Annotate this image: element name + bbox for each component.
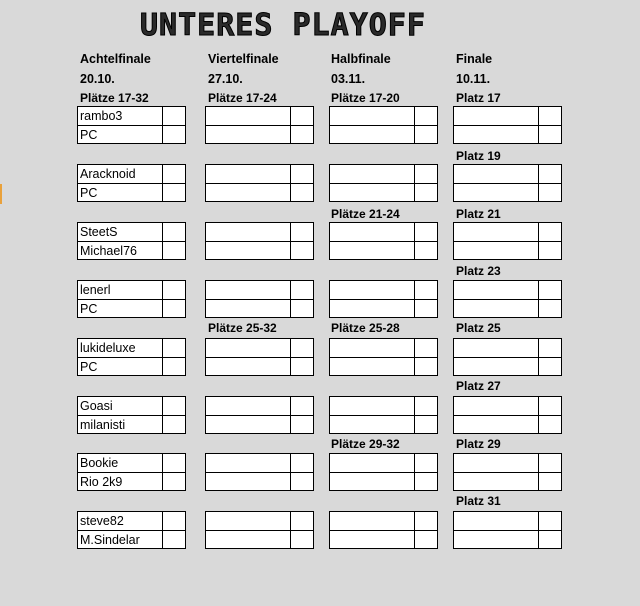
- score-cell[interactable]: [163, 339, 185, 357]
- score-cell[interactable]: [291, 300, 313, 318]
- match-box: [329, 511, 438, 549]
- score-cell[interactable]: [163, 242, 185, 260]
- player-cell[interactable]: [206, 242, 290, 260]
- score-cell[interactable]: [415, 512, 437, 530]
- col4-label-platz-27: Platz 27: [456, 379, 501, 393]
- score-cell[interactable]: [163, 107, 185, 125]
- score-cell[interactable]: [415, 281, 437, 299]
- player-cell[interactable]: [454, 184, 538, 202]
- score-cell[interactable]: [291, 184, 313, 202]
- match-box: [77, 106, 186, 144]
- match-box: [205, 511, 314, 549]
- match-box: [453, 396, 562, 434]
- match-box: [329, 106, 438, 144]
- player-cell[interactable]: [206, 397, 290, 415]
- player-cell[interactable]: Rio 2k9: [80, 475, 123, 489]
- score-cell[interactable]: [415, 473, 437, 491]
- player-cell[interactable]: Bookie: [80, 456, 119, 470]
- score-cell[interactable]: [163, 281, 185, 299]
- score-cell[interactable]: [291, 223, 313, 241]
- player-cell[interactable]: [454, 126, 538, 144]
- col4-label-platz-29: Platz 29: [456, 437, 501, 451]
- match-box: [205, 222, 314, 260]
- match-box: [205, 338, 314, 376]
- round-date-halbfinale: 03.11.: [331, 72, 366, 86]
- score-cell[interactable]: [415, 223, 437, 241]
- score-cell[interactable]: [163, 531, 185, 549]
- player-cell[interactable]: [454, 242, 538, 260]
- page-title: UNTERES PLAYOFF: [140, 8, 426, 43]
- score-cell[interactable]: [291, 107, 313, 125]
- player-cell[interactable]: [330, 339, 414, 357]
- score-cell[interactable]: [539, 184, 561, 202]
- match-box: [77, 396, 186, 434]
- score-cell[interactable]: [163, 223, 185, 241]
- match-box: [77, 280, 186, 318]
- col3-label-17-20: Plätze 17-20: [331, 91, 400, 105]
- score-cell[interactable]: [539, 339, 561, 357]
- player-cell[interactable]: rambo3: [80, 109, 123, 123]
- player-cell[interactable]: [454, 531, 538, 549]
- player-cell[interactable]: [206, 512, 290, 530]
- player-cell[interactable]: [330, 473, 414, 491]
- player-cell[interactable]: [454, 107, 538, 125]
- player-cell[interactable]: PC: [80, 128, 98, 142]
- match-box: [453, 222, 562, 260]
- player-cell[interactable]: [206, 339, 290, 357]
- player-cell[interactable]: [206, 300, 290, 318]
- match-box: [329, 396, 438, 434]
- player-cell[interactable]: [330, 454, 414, 472]
- edge-marker: [0, 184, 2, 204]
- score-cell[interactable]: [291, 512, 313, 530]
- score-cell[interactable]: [539, 454, 561, 472]
- player-cell[interactable]: [206, 531, 290, 549]
- player-cell[interactable]: Aracknoid: [80, 167, 136, 181]
- col3-label-29-32: Plätze 29-32: [331, 437, 400, 451]
- match-box: [205, 453, 314, 491]
- player-cell[interactable]: Michael76: [80, 244, 137, 258]
- score-cell[interactable]: [291, 531, 313, 549]
- col3-label-25-28: Plätze 25-28: [331, 321, 400, 335]
- score-cell[interactable]: [163, 473, 185, 491]
- score-cell[interactable]: [539, 397, 561, 415]
- match-box: [329, 222, 438, 260]
- match-box: [77, 222, 186, 260]
- player-cell[interactable]: [206, 107, 290, 125]
- match-box: [205, 280, 314, 318]
- match-box: [205, 396, 314, 434]
- score-cell[interactable]: [539, 531, 561, 549]
- score-cell[interactable]: [539, 223, 561, 241]
- col4-label-platz-23: Platz 23: [456, 264, 501, 278]
- match-box: [453, 164, 562, 202]
- player-cell[interactable]: lenerl: [80, 283, 111, 297]
- score-cell[interactable]: [163, 358, 185, 376]
- score-cell[interactable]: [163, 184, 185, 202]
- score-cell[interactable]: [415, 300, 437, 318]
- match-box: [453, 338, 562, 376]
- score-cell[interactable]: [539, 416, 561, 434]
- player-cell[interactable]: [206, 358, 290, 376]
- score-cell[interactable]: [539, 281, 561, 299]
- player-cell[interactable]: [454, 339, 538, 357]
- player-cell[interactable]: [330, 512, 414, 530]
- score-cell[interactable]: [415, 416, 437, 434]
- player-cell[interactable]: [454, 473, 538, 491]
- player-cell[interactable]: [454, 300, 538, 318]
- player-cell[interactable]: PC: [80, 302, 98, 316]
- match-box: [77, 453, 186, 491]
- score-cell[interactable]: [415, 184, 437, 202]
- player-cell[interactable]: [454, 512, 538, 530]
- score-cell[interactable]: [415, 165, 437, 183]
- player-cell[interactable]: [330, 416, 414, 434]
- score-cell[interactable]: [291, 165, 313, 183]
- col4-label-platz-25: Platz 25: [456, 321, 501, 335]
- match-box: [205, 164, 314, 202]
- player-cell[interactable]: steve82: [80, 514, 124, 528]
- player-cell[interactable]: [206, 473, 290, 491]
- score-cell[interactable]: [163, 300, 185, 318]
- player-cell[interactable]: PC: [80, 186, 98, 200]
- score-cell[interactable]: [291, 339, 313, 357]
- player-cell[interactable]: [330, 184, 414, 202]
- score-cell[interactable]: [415, 531, 437, 549]
- match-box: [453, 280, 562, 318]
- match-box: [453, 106, 562, 144]
- score-cell[interactable]: [415, 358, 437, 376]
- player-cell[interactable]: [330, 223, 414, 241]
- score-cell[interactable]: [539, 358, 561, 376]
- col2-label-25-32: Plätze 25-32: [208, 321, 277, 335]
- player-cell[interactable]: [330, 107, 414, 125]
- player-cell[interactable]: [330, 397, 414, 415]
- player-cell[interactable]: [454, 165, 538, 183]
- match-box: [329, 338, 438, 376]
- player-cell[interactable]: [454, 223, 538, 241]
- score-cell[interactable]: [163, 416, 185, 434]
- player-cell[interactable]: [454, 416, 538, 434]
- round-date-achtelfinale: 20.10.: [80, 72, 115, 86]
- player-cell[interactable]: [454, 454, 538, 472]
- score-cell[interactable]: [163, 126, 185, 144]
- match-box: [453, 511, 562, 549]
- col4-label-platz-31: Platz 31: [456, 494, 501, 508]
- score-cell[interactable]: [539, 165, 561, 183]
- player-cell[interactable]: [206, 165, 290, 183]
- col3-label-21-24: Plätze 21-24: [331, 207, 400, 221]
- match-box: [453, 453, 562, 491]
- score-cell[interactable]: [415, 454, 437, 472]
- round-name-finale: Finale: [456, 52, 493, 66]
- match-box: [329, 164, 438, 202]
- match-box: [77, 164, 186, 202]
- match-box: [77, 511, 186, 549]
- player-cell[interactable]: [206, 281, 290, 299]
- player-cell[interactable]: PC: [80, 360, 98, 374]
- col4-label-platz-19: Platz 19: [456, 149, 501, 163]
- score-cell[interactable]: [539, 473, 561, 491]
- col4-label-platz-17: Platz 17: [456, 91, 501, 105]
- player-cell[interactable]: M.Sindelar: [80, 533, 140, 547]
- col4-label-platz-21: Platz 21: [456, 207, 501, 221]
- round-date-viertelfinale: 27.10.: [208, 72, 243, 86]
- score-cell[interactable]: [291, 358, 313, 376]
- player-cell[interactable]: [330, 300, 414, 318]
- score-cell[interactable]: [163, 165, 185, 183]
- score-cell[interactable]: [539, 107, 561, 125]
- score-cell[interactable]: [291, 454, 313, 472]
- score-cell[interactable]: [163, 512, 185, 530]
- player-cell[interactable]: [330, 242, 414, 260]
- score-cell[interactable]: [415, 107, 437, 125]
- player-cell[interactable]: [206, 454, 290, 472]
- match-box: [205, 106, 314, 144]
- match-box: [329, 280, 438, 318]
- player-cell[interactable]: [206, 223, 290, 241]
- score-cell[interactable]: [539, 300, 561, 318]
- score-cell[interactable]: [163, 397, 185, 415]
- player-cell[interactable]: [330, 165, 414, 183]
- score-cell[interactable]: [163, 454, 185, 472]
- round-date-finale: 10.11.: [456, 72, 491, 86]
- player-cell[interactable]: [206, 126, 290, 144]
- score-cell[interactable]: [291, 126, 313, 144]
- score-cell[interactable]: [539, 126, 561, 144]
- player-cell[interactable]: [330, 126, 414, 144]
- score-cell[interactable]: [539, 242, 561, 260]
- score-cell[interactable]: [291, 473, 313, 491]
- player-cell[interactable]: [330, 358, 414, 376]
- round-name-halbfinale: Halbfinale: [331, 52, 391, 66]
- score-cell[interactable]: [539, 512, 561, 530]
- col2-label-17-24: Plätze 17-24: [208, 91, 277, 105]
- round-name-viertelfinale: Viertelfinale: [208, 52, 279, 66]
- score-cell[interactable]: [291, 242, 313, 260]
- score-cell[interactable]: [291, 281, 313, 299]
- match-box: [329, 453, 438, 491]
- player-cell[interactable]: [454, 397, 538, 415]
- score-cell[interactable]: [291, 397, 313, 415]
- player-cell[interactable]: [454, 358, 538, 376]
- match-box: [77, 338, 186, 376]
- player-cell[interactable]: [454, 281, 538, 299]
- score-cell[interactable]: [415, 242, 437, 260]
- player-cell[interactable]: [206, 416, 290, 434]
- player-cell[interactable]: [206, 184, 290, 202]
- player-cell[interactable]: milanisti: [80, 418, 126, 432]
- score-cell[interactable]: [415, 339, 437, 357]
- player-cell[interactable]: SteetS: [80, 225, 118, 239]
- player-cell[interactable]: [330, 281, 414, 299]
- col1-label: Plätze 17-32: [80, 91, 149, 105]
- round-name-achtelfinale: Achtelfinale: [80, 52, 151, 66]
- score-cell[interactable]: [415, 397, 437, 415]
- player-cell[interactable]: Goasi: [80, 399, 113, 413]
- player-cell[interactable]: lukideluxe: [80, 341, 136, 355]
- score-cell[interactable]: [415, 126, 437, 144]
- score-cell[interactable]: [291, 416, 313, 434]
- player-cell[interactable]: [330, 531, 414, 549]
